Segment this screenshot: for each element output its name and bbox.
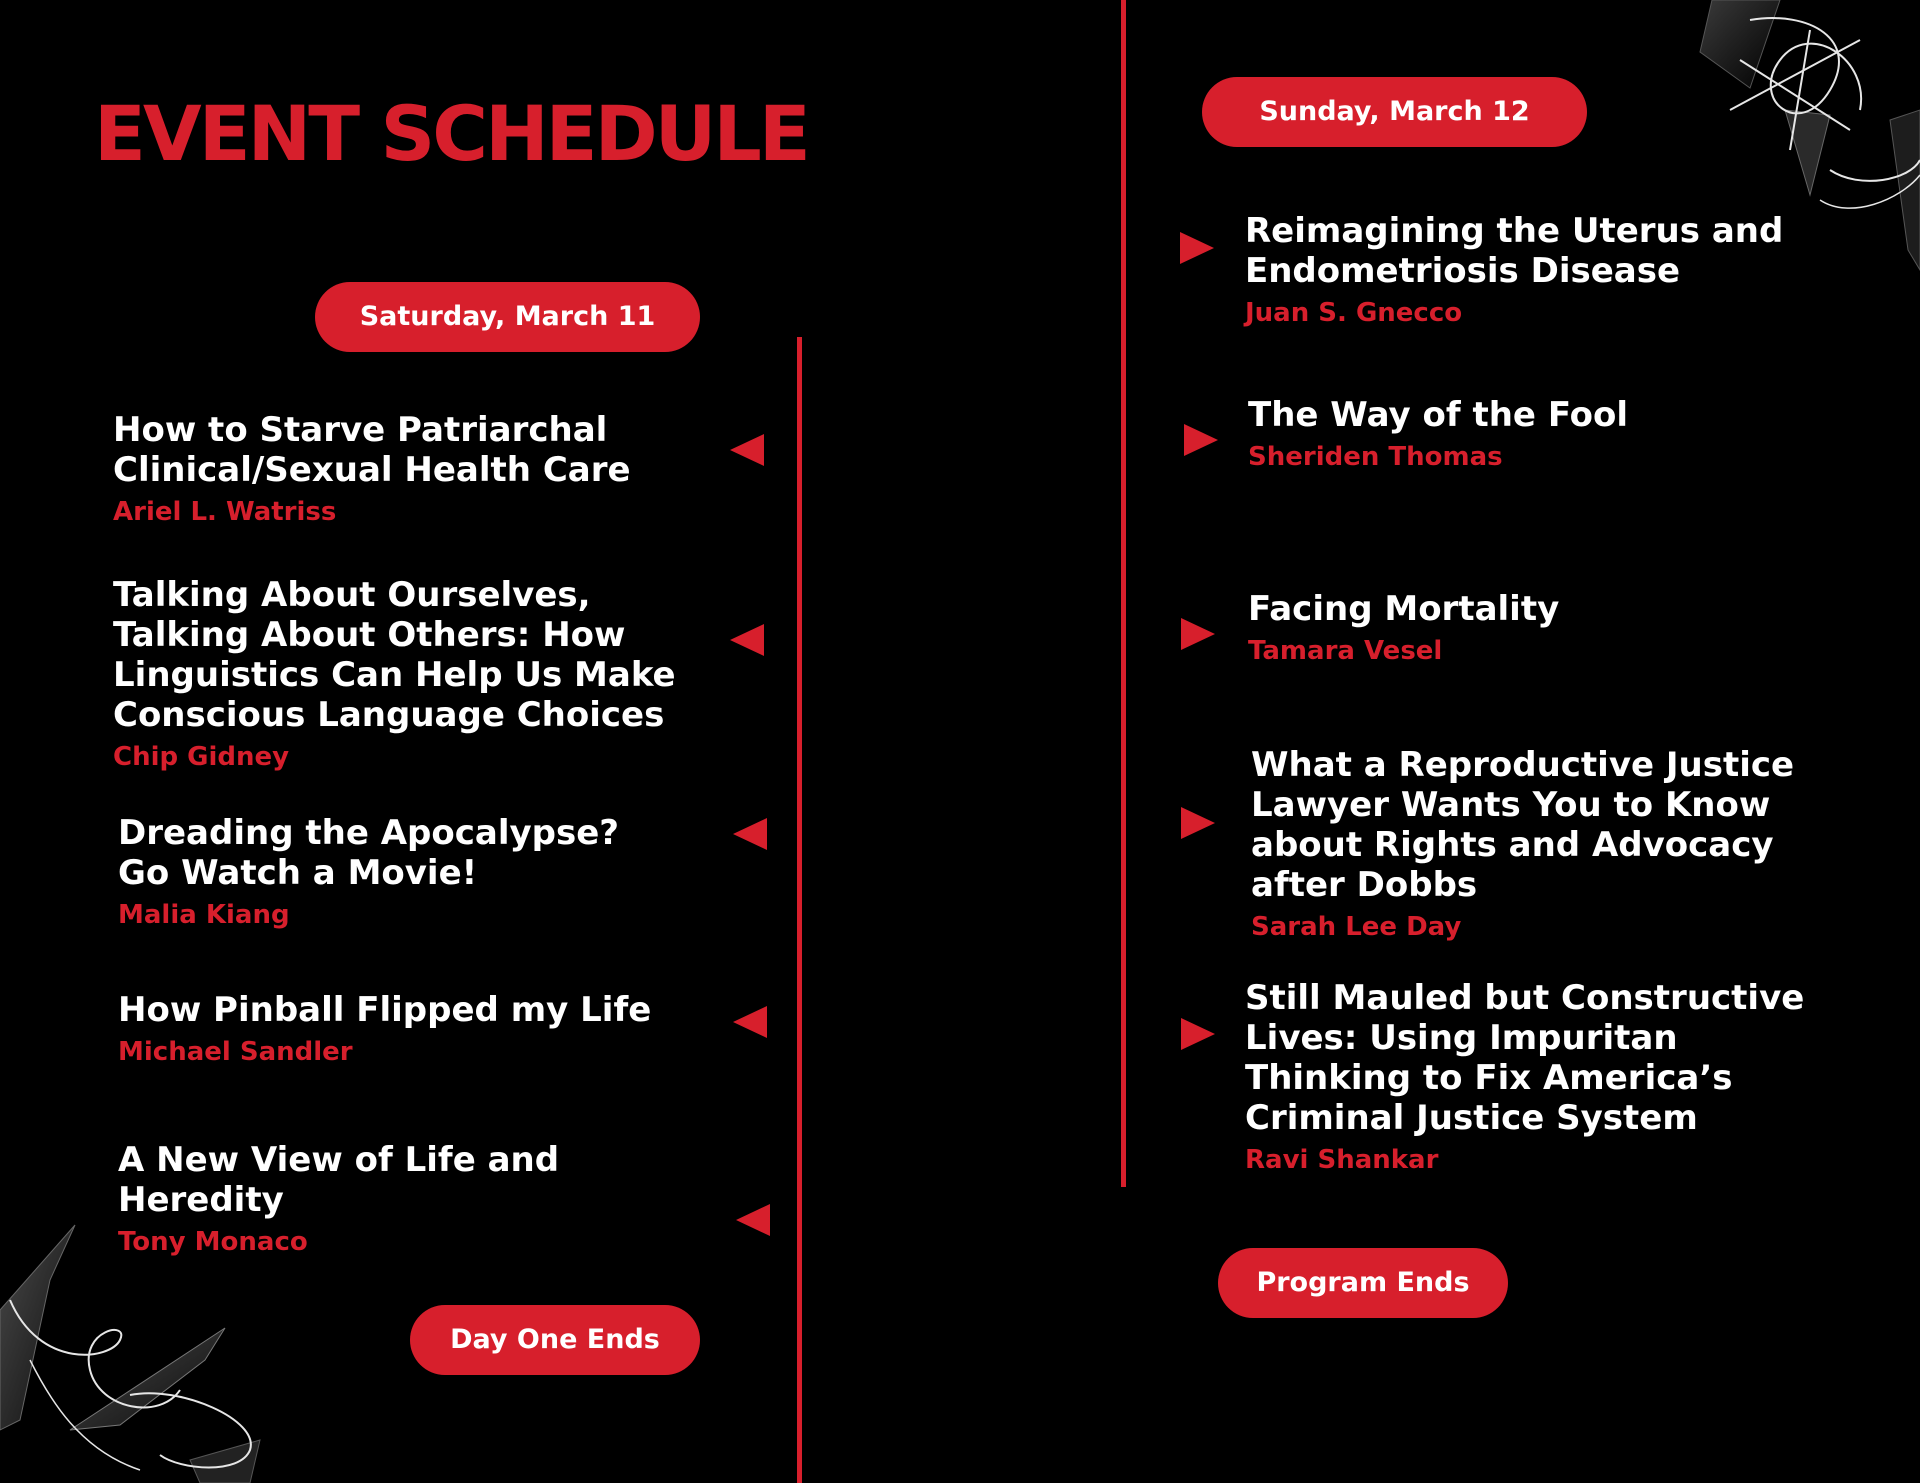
schedule-item bbox=[1251, 745, 1794, 943]
schedule-item bbox=[118, 813, 619, 931]
event-speaker: Sarah Lee Day bbox=[1251, 912, 1462, 942]
timeline-marker-icon bbox=[1180, 232, 1214, 264]
day-1-date-badge: Saturday, March 11 bbox=[315, 282, 700, 352]
timeline-marker-icon bbox=[1181, 807, 1215, 839]
page-title: EVENT SCHEDULE bbox=[94, 89, 808, 178]
event-title: The Way of the Fool bbox=[1248, 395, 1629, 435]
event-speaker: Ariel L. Watriss bbox=[113, 497, 337, 527]
event-speaker: Tamara Vesel bbox=[1248, 636, 1443, 666]
event-speaker: Malia Kiang bbox=[118, 900, 290, 930]
schedule-item bbox=[1248, 589, 1559, 667]
event-title: Talking About Ourselves, Talking About Others: How Linguistics Can Help Us Make Conscious Language Choices bbox=[113, 575, 676, 735]
event-speaker: Chip Gidney bbox=[113, 742, 290, 772]
event-speaker: Sheriden Thomas bbox=[1248, 442, 1503, 472]
schedule-item bbox=[113, 410, 631, 528]
schedule-item bbox=[1248, 395, 1628, 473]
abstract-shard-scribble-icon bbox=[1690, 0, 1920, 280]
event-speaker: Tony Monaco bbox=[118, 1227, 308, 1257]
event-title: Still Mauled but Constructive Lives: Using Impuritan Thinking to Fix America’s Criminal Justice System bbox=[1245, 978, 1805, 1138]
timeline-marker-icon bbox=[1181, 618, 1215, 650]
event-title: What a Reproductive Justice Lawyer Wants You to Know about Rights and Advocacy after Dobbs bbox=[1251, 745, 1795, 905]
event-speaker: Juan S. Gnecco bbox=[1245, 298, 1463, 328]
event-speaker: Michael Sandler bbox=[118, 1037, 353, 1067]
event-title: How to Starve Patriarchal Clinical/Sexual Health Care bbox=[113, 410, 631, 490]
day-1-end-badge: Day One Ends bbox=[410, 1305, 700, 1375]
timeline-line-day-2 bbox=[1121, 0, 1126, 1187]
schedule-item bbox=[1245, 978, 1804, 1176]
abstract-shard-scribble-icon bbox=[0, 1220, 270, 1483]
event-title: Reimagining the Uterus and Endometriosis Disease bbox=[1245, 211, 1784, 291]
event-title: How Pinball Flipped my Life bbox=[118, 990, 652, 1030]
timeline-marker-icon bbox=[733, 818, 767, 850]
event-speaker: Ravi Shankar bbox=[1245, 1145, 1439, 1175]
timeline-marker-icon bbox=[730, 624, 764, 656]
day-2-date-badge: Sunday, March 12 bbox=[1202, 77, 1587, 147]
event-title: Facing Mortality bbox=[1248, 589, 1560, 629]
event-title: A New View of Life and Heredity bbox=[118, 1140, 560, 1220]
timeline-marker-icon bbox=[1184, 424, 1218, 456]
day-2-end-badge: Program Ends bbox=[1218, 1248, 1508, 1318]
schedule-item bbox=[113, 575, 676, 773]
timeline-marker-icon bbox=[733, 1006, 767, 1038]
schedule-item bbox=[118, 990, 651, 1068]
timeline-marker-icon bbox=[736, 1204, 770, 1236]
timeline-marker-icon bbox=[730, 434, 764, 466]
event-title: Dreading the Apocalypse? Go Watch a Movie! bbox=[118, 813, 620, 893]
timeline-marker-icon bbox=[1181, 1018, 1215, 1050]
timeline-line-day-1 bbox=[797, 337, 802, 1483]
